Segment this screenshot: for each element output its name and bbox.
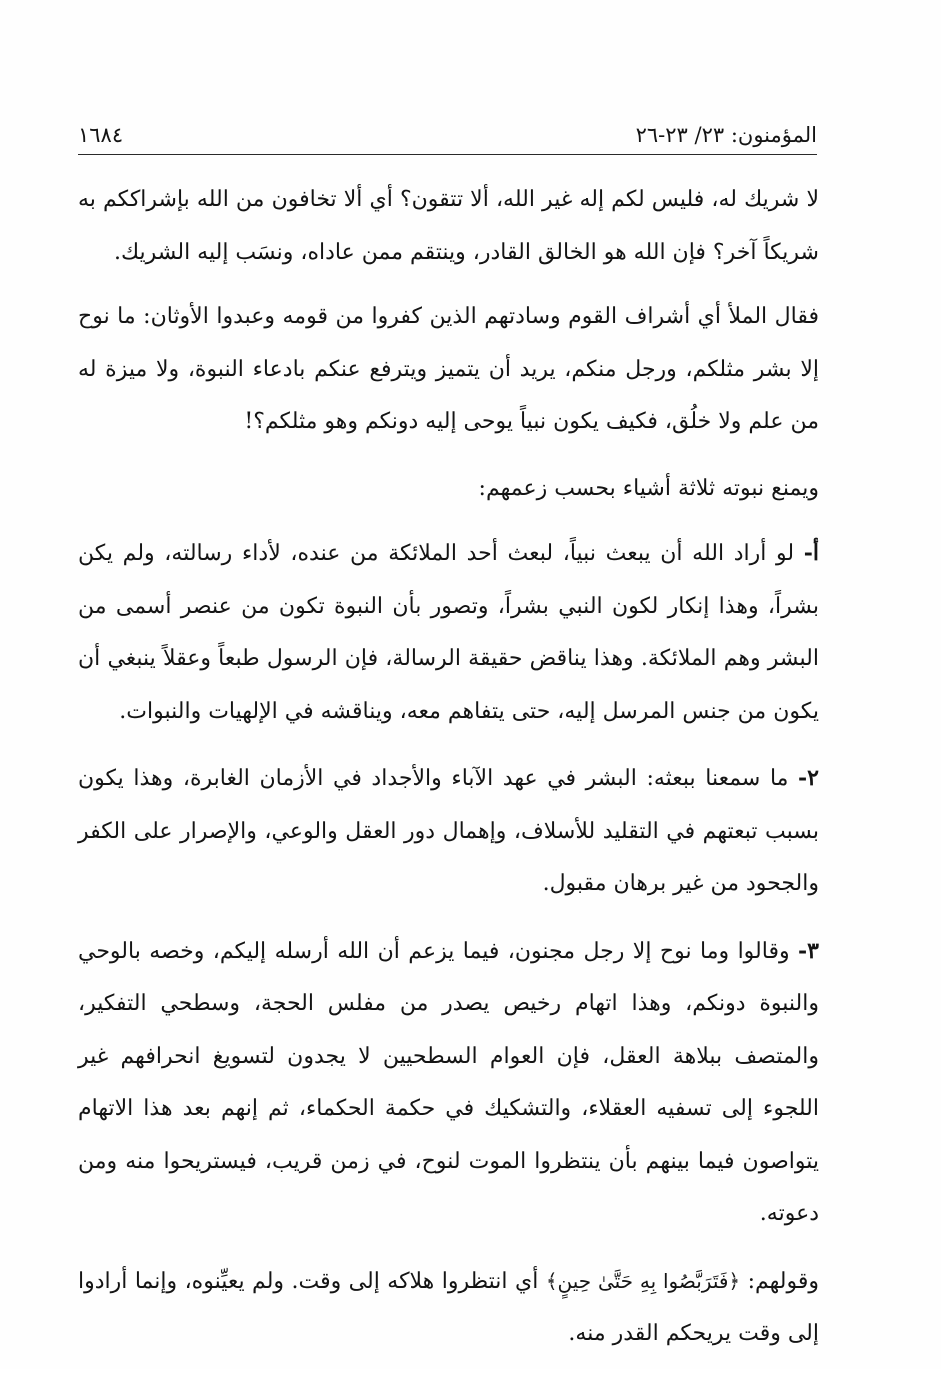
paragraph-last xyxy=(78,1255,819,1361)
quran-verse: ﴿فَتَرَبَّصُوا بِهِ حَتَّىٰ حِينٍ﴾ xyxy=(545,1268,741,1293)
last-paragraph-text: أي انتظروا هلاكه إلى وقت. ولم يعيِّنوه، وإنما أرادوا إلى وقت يريحكم القدر منه. xyxy=(78,1268,819,1346)
header-divider xyxy=(78,154,817,155)
list-item-3-number: ٣- xyxy=(798,937,819,964)
list-item-2-text: ما سمعنا ببعثه: البشر في عهد الآباء والأجداد في الأزمان الغابرة، وهذا يكون بسبب تبعتهم في التقليد للأسلاف، وإهمال دور العقل والوعي، والإصرار على الكفر والجحود من غير برهان مقبول. xyxy=(78,766,820,896)
list-item-3 xyxy=(78,925,819,1241)
list-item-1-number: أ- xyxy=(803,540,819,566)
running-title: المؤمنون: ٢٣/ ٢٣-٢٦ xyxy=(635,123,817,147)
list-item-1 xyxy=(78,527,819,738)
page-body xyxy=(78,174,819,1373)
paragraph-3: ويمنع نبوته ثلاثة أشياء بحسب زعمهم: xyxy=(478,475,819,501)
list-item-1-text: لو أراد الله أن يبعث نبياً، لبعث أحد الملائكة من عنده، لأداء رسالته، ولم يكن بشراً، وهذا إنكار لكون النبي بشراً، وتصور بأن النبوة تكون من عنصر أسمى من البشر وهم الملائكة. وهذا يناقض حقيقة الرسالة، فإن الرسول طبعاً وعقلاً ينبغي أن يكون من جنس المرسل إليه، حتى يتفاهم معه، ويناقشه في الإلهيات والنبوات. xyxy=(78,541,819,724)
paragraph-1: لا شريك له، فليس لكم إله غير الله، ألا تتقون؟ أي ألا تخافون من الله بإشراككم به شريكاً آخر؟ فإن الله هو الخالق القادر، وينتقم ممن عاداه، ونسَب إليه الشريك. xyxy=(78,187,819,265)
page-number: ١٦٨٤ xyxy=(78,123,124,147)
paragraph-2: فقال الملأ أي أشراف القوم وسادتهم الذين كفروا من قومه وعبدوا الأوثان: ما نوح إلا بشر مثلكم، ورجل منكم، يريد أن يتميز ويترفع عنكم بادعاء النبوة، ولا ميزة له من علم ولا خلُق، فكيف يكون نبياً يوحى إليه دونكم وهو مثلكم؟! xyxy=(78,304,819,434)
list-item-3-text: وقالوا وما نوح إلا رجل مجنون، فيما يزعم أن الله أرسله إليكم، وخصه بالوحي والنبوة دونكم، وهذا اتهام رخيص يصدر من مفلس الحجة، وسطحي التفكير، والمتصف ببلاهة العقل، فإن العوام السطحيين لا يجدون لتسويغ انحرافهم غير اللجوء إلى تسفيه العقلاء، والتشكيك في حكمة الحكماء، ثم إنهم بعد هذا الاتهام يتواصون فيما بينهم بأن ينتظروا الموت لنوح، في زمن قريب، فيستريحوا منه ومن دعوته. xyxy=(78,938,819,1226)
last-paragraph-intro: وقولهم: xyxy=(740,1268,820,1294)
list-item-2 xyxy=(78,752,819,911)
page-header xyxy=(78,116,817,152)
list-item-2-number: ٢- xyxy=(798,765,819,791)
